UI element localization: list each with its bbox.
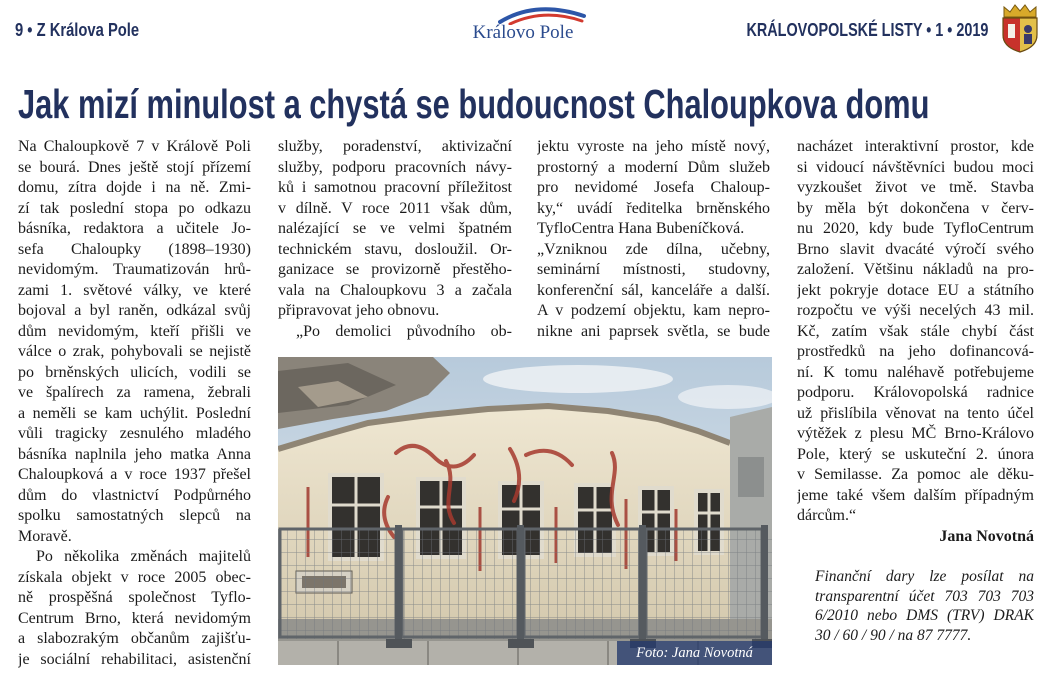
article-text-line: bojoval a byl raněn, odkázal svůj <box>18 302 251 319</box>
page-section-label-text: 9 • Z Králova Pole <box>15 20 140 40</box>
article-text-line: prostorný a moderní Dům služeb <box>537 158 770 176</box>
author-name: Jana Novotná <box>939 527 1034 545</box>
donation-note-line: 6/2010 nebo DMS (TRV) DRAK <box>815 607 1034 625</box>
article-text-line: prostředků na jeho dofinancová- <box>797 343 1034 360</box>
article-text-line: podporu. Královopolská radnice <box>797 384 1034 401</box>
photo-fence <box>278 525 772 648</box>
article-text-line: si vidoucí návštěvníci budou moci <box>797 158 1034 176</box>
article-text-line: nikne ani paprsek světla, se bude <box>537 322 770 340</box>
article-text-line: „Vzniknou zde dílna, učebny, <box>537 240 770 258</box>
article-text-line: ně prospěšná společnost Tyflo- <box>18 589 251 606</box>
article-text-line: ve špalírech za ramena, žebrali <box>18 384 251 401</box>
article-text-line: Kč, zatím však stále chybí část <box>797 322 1034 340</box>
page-section-label <box>15 21 166 39</box>
article-title-text: Jak mizí minulost a chystá se budoucnost Chaloupkova domu <box>18 81 930 127</box>
article-title <box>18 81 1038 129</box>
article-text-line: dům nevidomým, kteří přišli ve <box>18 322 251 340</box>
article-text-line: nu 2020, kdy bude TyfloCentrum <box>797 220 1034 237</box>
article-text-line: nevidomým. Traumatizován hrů- <box>18 261 251 278</box>
article-column-1 <box>18 137 251 670</box>
article-text-line: Centrum Brno, která nevidomým <box>18 609 251 627</box>
article-text-line: domu, zítra dojde i na ně. Zmi- <box>18 179 251 196</box>
donation-note <box>815 567 1034 646</box>
article-text-line: a neměli se kam uchýlit. Poslední <box>18 404 251 422</box>
logo-text: Královo Pole <box>472 22 574 43</box>
article-text-line: jekt pokryje dotace EU a státního <box>797 281 1034 299</box>
article-text-line: TyfloCentra Hana Bubeníčková. <box>537 220 745 237</box>
article-text-line: konferenční sál, kanceláře a další. <box>537 281 770 299</box>
article-text-line: Chaloupková a v roce 1937 přešel <box>18 466 251 483</box>
article-text-line: už přislíbila věnovat na tento účel <box>797 404 1034 422</box>
article-column-2 <box>278 137 512 342</box>
article-text-line: Brno slavit dvacáté výročí svého <box>797 240 1034 258</box>
article-text-line: Po několika změnách majitelů <box>36 548 251 565</box>
article-text-line: je sociální rehabilitaci, asistenční <box>18 650 251 668</box>
article-text-line: básníka, redaktora a učitele Jo- <box>18 220 251 237</box>
donation-note-line: 30 / 60 / 90 / na 87 7777. <box>815 627 972 645</box>
article-text-line: založení. Většinu nákladů na pro- <box>797 261 1034 278</box>
article-text-line: se bourá. Dnes ještě stojí přízemí <box>18 158 251 176</box>
article-text-line: vůli tragicky zesnulého mladého <box>18 425 251 442</box>
article-text-line: by měla být dokončena v červ- <box>797 199 1034 217</box>
article-text-line: a slabozrakým občanům zajišťu- <box>18 630 251 647</box>
article-text-line: technickém stavu, dosloužil. Or- <box>278 240 512 258</box>
article-text-line: „Po demolici původního ob- <box>296 322 512 340</box>
article-text-line: seminární místnosti, studovny, <box>537 261 770 278</box>
article-text-line: Moravě. <box>18 527 72 545</box>
article-text-line: nalézající se ve velmi špatném <box>278 220 512 237</box>
article-text-line: Na Chaloupkově 7 v Králově Poli <box>18 138 251 155</box>
article-text-line: získala objekt v roce 2005 obec- <box>18 568 251 586</box>
article-text-line: pro nevidomé Josefa Chaloup- <box>537 179 770 196</box>
article-text-line: služby, podporu pracovních návy- <box>278 158 512 176</box>
publication-title <box>668 21 988 39</box>
photo-image <box>278 357 772 665</box>
article-text-line: rozpočtu ve výši necelých 43 mil. <box>797 302 1034 319</box>
donation-note-line: transparentní účet 703 703 703 <box>815 587 1034 605</box>
article-text-line: A v podzemí objektu, kam nepro- <box>537 302 770 319</box>
article-text-line: ků i samotnou pracovní příležitost <box>278 179 512 196</box>
article-text-line: ní. K tomu naléhavě potřebujeme <box>797 363 1034 381</box>
article-text-line: válce o zrak, pohybovali se nejistě <box>18 343 251 360</box>
article-text-line: v Semilasse. Za pomoc ale děku- <box>797 466 1034 483</box>
article-photo <box>278 357 772 665</box>
article-text-line: zí tak poslední stopa po odkazu <box>18 199 251 217</box>
article-column-3 <box>537 137 770 342</box>
publication-title-text: KRÁLOVOPOLSKÉ LISTY • 1 • 2019 <box>746 20 988 40</box>
article-text-line: básníka naplnila jeho matka Anna <box>18 445 251 463</box>
donation-note-line: Finanční dary lze posílat na <box>815 568 1034 585</box>
article-text-line: dárcům.“ <box>797 507 857 524</box>
article-text-line: služby, poradenství, aktivizační <box>278 138 512 155</box>
photo-caption: Foto: Jana Novotná <box>617 641 772 665</box>
article-text-line: Pole, který se uskuteční 2. února <box>797 445 1034 463</box>
article-text-line: nacházet interaktivní prostor, kde <box>797 138 1034 155</box>
coat-of-arms-icon <box>998 3 1042 58</box>
article-text-line: v dílně. V roce 2011 však dům, <box>278 199 512 217</box>
article-text-line: ky,“ uvádí ředitelka brněnského <box>537 199 770 217</box>
article-text-line: výtěžek z plesu MČ Brno-Královo <box>797 425 1034 442</box>
article-text-line: po brněnských ulicích, vodili se <box>18 363 251 381</box>
article-text-line: vyzkoušet život ve tmě. Stavba <box>797 179 1034 196</box>
article-text-line: dům do vlastnictví Podpůrného <box>18 486 251 504</box>
article-column-4 <box>797 137 1034 547</box>
article-text-line: ganizace se provizorně přestěho- <box>278 261 512 278</box>
article-text-line: zami 1. světové války, ve které <box>18 281 251 299</box>
article-text-line: sefa Chaloupky (1898–1930) <box>18 240 251 258</box>
article-text-line: připravovat jeho obnovu. <box>278 302 440 319</box>
article-text-line: jektu vyroste na jeho místě nový, <box>537 138 770 155</box>
article-text-line: spolku samostatných slepců na <box>18 507 251 524</box>
article-text-line: vala na Chaloupkovu 3 a začala <box>278 281 512 299</box>
article-text-line: jeme také všem dalším případným <box>797 486 1034 504</box>
